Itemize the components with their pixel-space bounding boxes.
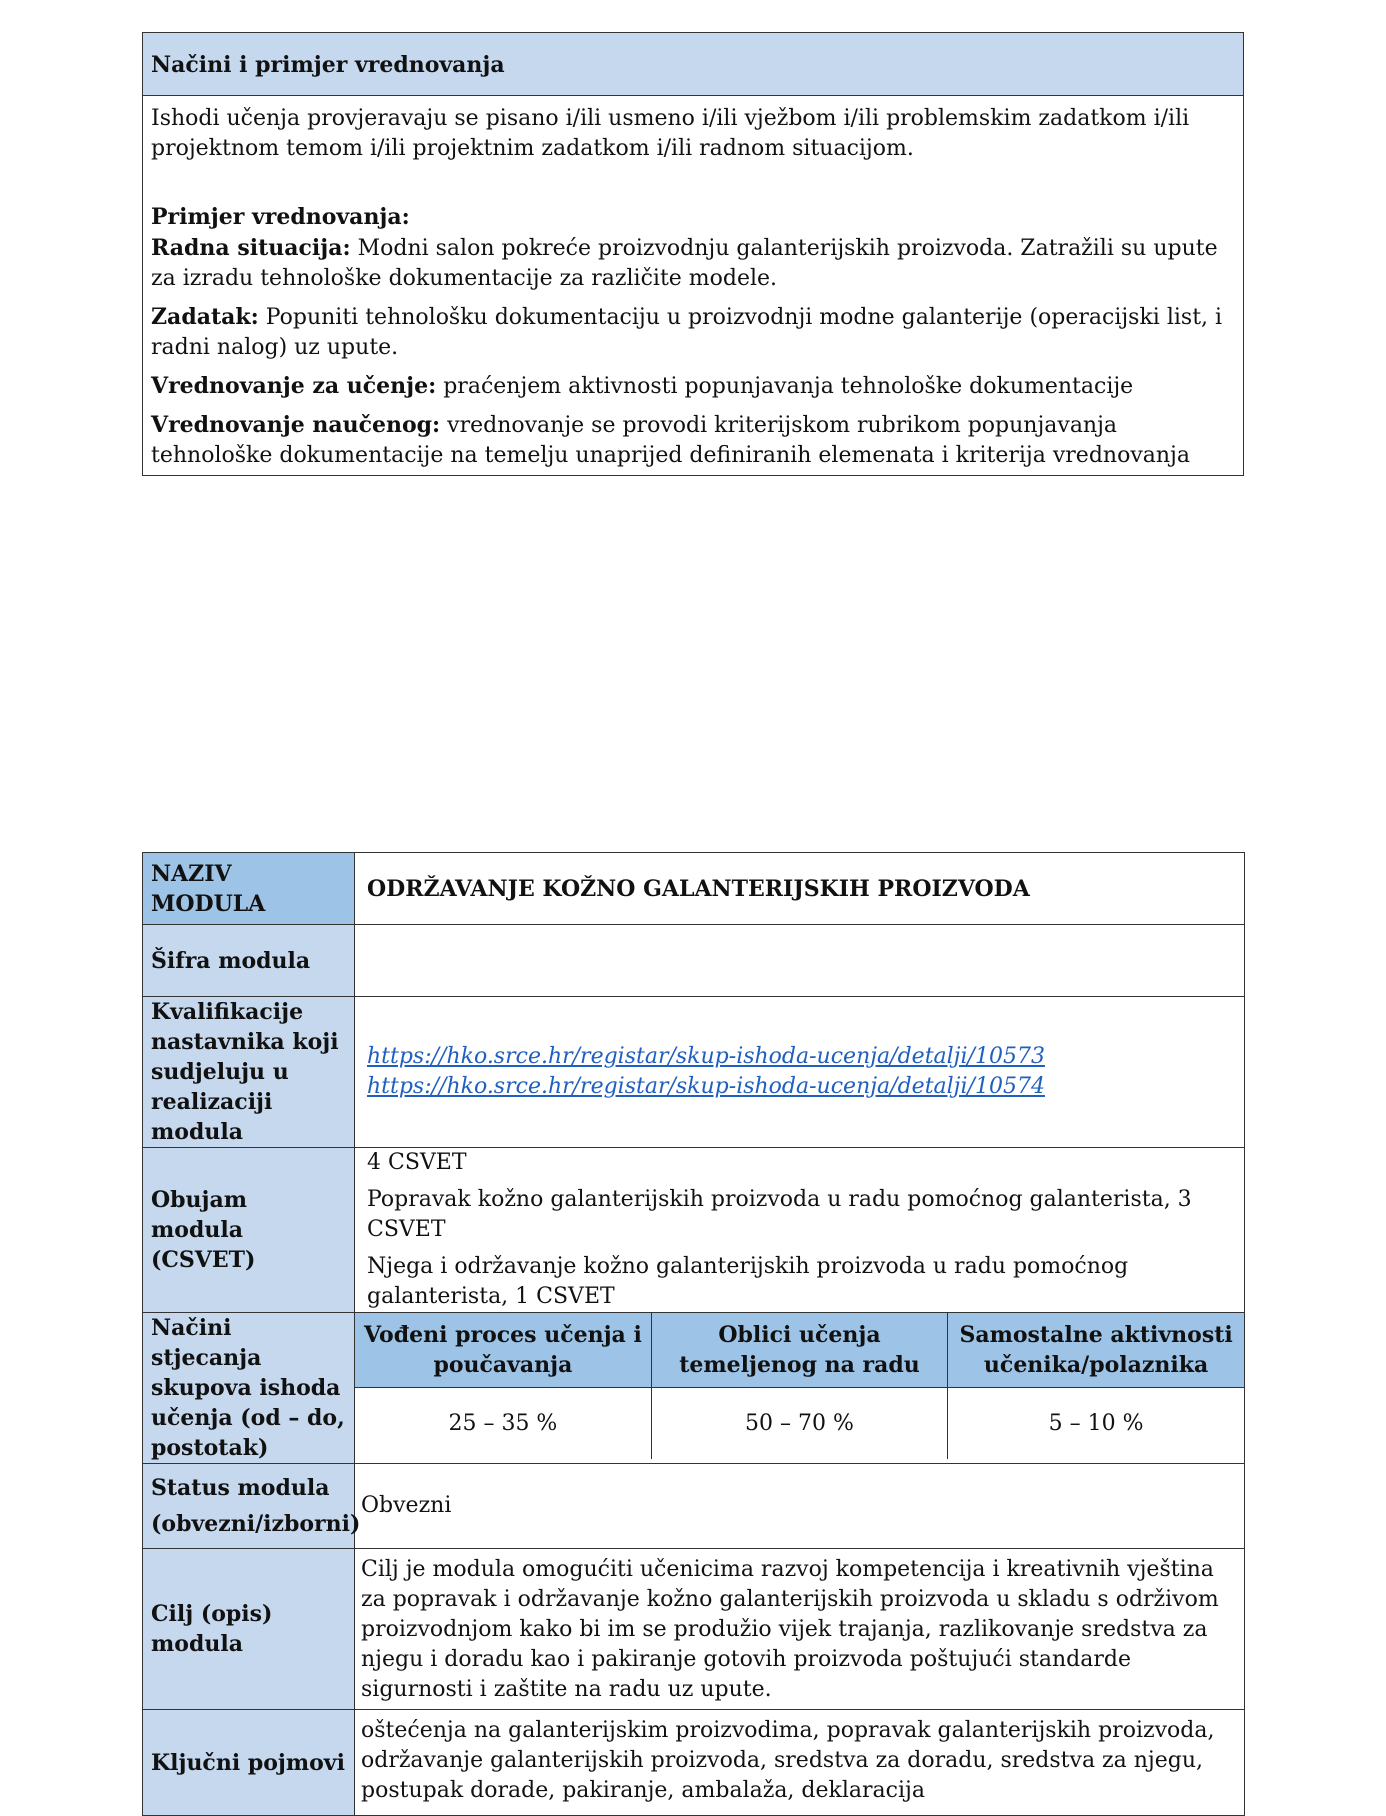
qualifications-value — [355, 997, 1245, 1148]
evaluation-body — [143, 96, 1244, 476]
item-label: Vrednovanje za učenje: — [151, 373, 437, 399]
acquisition-percent: 5 – 10 % — [948, 1388, 1244, 1460]
evaluation-table — [142, 32, 1244, 476]
qualification-link[interactable]: https://hko.srce.hr/registar/skup-ishoda-ucenja/detalji/10573 — [367, 1044, 1045, 1069]
module-name-row — [143, 853, 1245, 925]
evaluation-item-summative — [151, 410, 1235, 471]
volume-value — [355, 1148, 1245, 1313]
qualifications-label: Kvalifikacije nastavnika koji sudjeluju u realizaciji modula — [143, 997, 355, 1148]
volume-line: Njega i održavanje kožno galanterijskih proizvoda u radu pomoćnog galanterista, 1 CSVET — [367, 1254, 1129, 1309]
goal-label: Cilj (opis) modula — [143, 1549, 355, 1710]
module-code-label: Šifra modula — [143, 925, 355, 997]
goal-value: Cilj je modula omogućiti učenicima razvoj kompetencija i kreativnih vještina za popravak i održavanje kožno galanterijskih proizvoda u skladu s održivom proizvodnjom kako bi im se produžio vijek trajanja, razlikovanje sredstva za njegu i doradu kao i pakiranje gotovih proizvoda poštujući standarde sigurnosti i zaštite na radu uz upute. — [355, 1549, 1245, 1710]
item-label: Vrednovanje naučenog: — [151, 412, 441, 438]
goal-row — [143, 1549, 1245, 1710]
acquisition-percent: 50 – 70 % — [651, 1388, 947, 1460]
keywords-row — [143, 1710, 1245, 1816]
acquisition-label: Načini stjecanja skupova ishoda učenja (od – do, postotak) — [143, 1313, 355, 1464]
acquisition-header: Vođeni proces učenja i poučavanja — [355, 1313, 651, 1388]
acquisition-value — [355, 1313, 1245, 1464]
qualification-link[interactable]: https://hko.srce.hr/registar/skup-ishoda-ucenja/detalji/10574 — [367, 1074, 1045, 1099]
evaluation-header: Načini i primjer vrednovanja — [143, 33, 1244, 96]
status-row — [143, 1464, 1245, 1549]
item-label: Radna situacija: — [151, 235, 351, 261]
module-name-value: ODRŽAVANJE KOŽNO GALANTERIJSKIH PROIZVODA — [355, 853, 1245, 925]
evaluation-intro: Ishodi učenja provjeravaju se pisano i/ili usmeno i/ili vježbom i/ili problemskim zadatkom i/ili projektnom temom i/ili projektnim zadatkom i/ili radnom situacijom. — [151, 106, 1190, 161]
volume-label: Obujam modula (CSVET) — [143, 1148, 355, 1313]
evaluation-item-task — [151, 302, 1235, 363]
item-text: vrednovanje se provodi kriterijskom rubrikom popunjavanja tehnološke dokumentacije na temelju unaprijed definiranih elemenata i kriterija vrednovanja — [151, 413, 1190, 468]
status-value: Obvezni — [355, 1464, 1245, 1549]
item-label: Zadatak: — [151, 304, 259, 330]
volume-line: 4 CSVET — [367, 1150, 467, 1175]
item-text: Popuniti tehnološku dokumentaciju u proizvodnji modne galanterije (operacijski list, i radni nalog) uz upute. — [151, 305, 1223, 360]
acquisition-percent: 25 – 35 % — [448, 1410, 558, 1436]
keywords-label: Ključni pojmovi — [143, 1710, 355, 1816]
module-code-row — [143, 925, 1245, 997]
module-code-value — [355, 925, 1245, 997]
acquisition-header: Samostalne aktivnosti učenika/polaznika — [948, 1313, 1244, 1388]
acquisition-header-row — [355, 1313, 1244, 1388]
acquisition-table — [355, 1313, 1244, 1459]
keywords-value: oštećenja na galanterijskim proizvodima, popravak galanterijskih proizvoda, održavanje galanterijskih proizvoda, sredstva za doradu, sredstva za njegu, postupak dorade, pakiranje, ambalaža, deklaracija — [355, 1710, 1245, 1816]
module-table — [142, 852, 1245, 1816]
item-text: praćenjem aktivnosti popunjavanja tehnološke dokumentacije — [436, 374, 1134, 399]
acquisition-header: Oblici učenja temeljenog na radu — [651, 1313, 947, 1388]
qualifications-row — [143, 997, 1245, 1148]
status-label: Status modula (obvezni/izborni) — [143, 1464, 355, 1549]
evaluation-item-formative — [151, 371, 1235, 402]
volume-line: Popravak kožno galanterijskih proizvoda u radu pomoćnog galanterista, 3 CSVET — [367, 1187, 1192, 1242]
acquisition-value-row — [355, 1388, 1244, 1460]
module-name-label: NAZIV MODULA — [143, 853, 355, 925]
volume-row — [143, 1148, 1245, 1313]
evaluation-item-work-situation — [151, 233, 1235, 294]
item-text: Modni salon pokreće proizvodnju galanterijskih proizvoda. Zatražili su upute za izradu tehnološke dokumentacije za različite modele. — [151, 236, 1218, 291]
acquisition-row — [143, 1313, 1245, 1464]
example-heading: Primjer vrednovanja: — [151, 204, 410, 230]
